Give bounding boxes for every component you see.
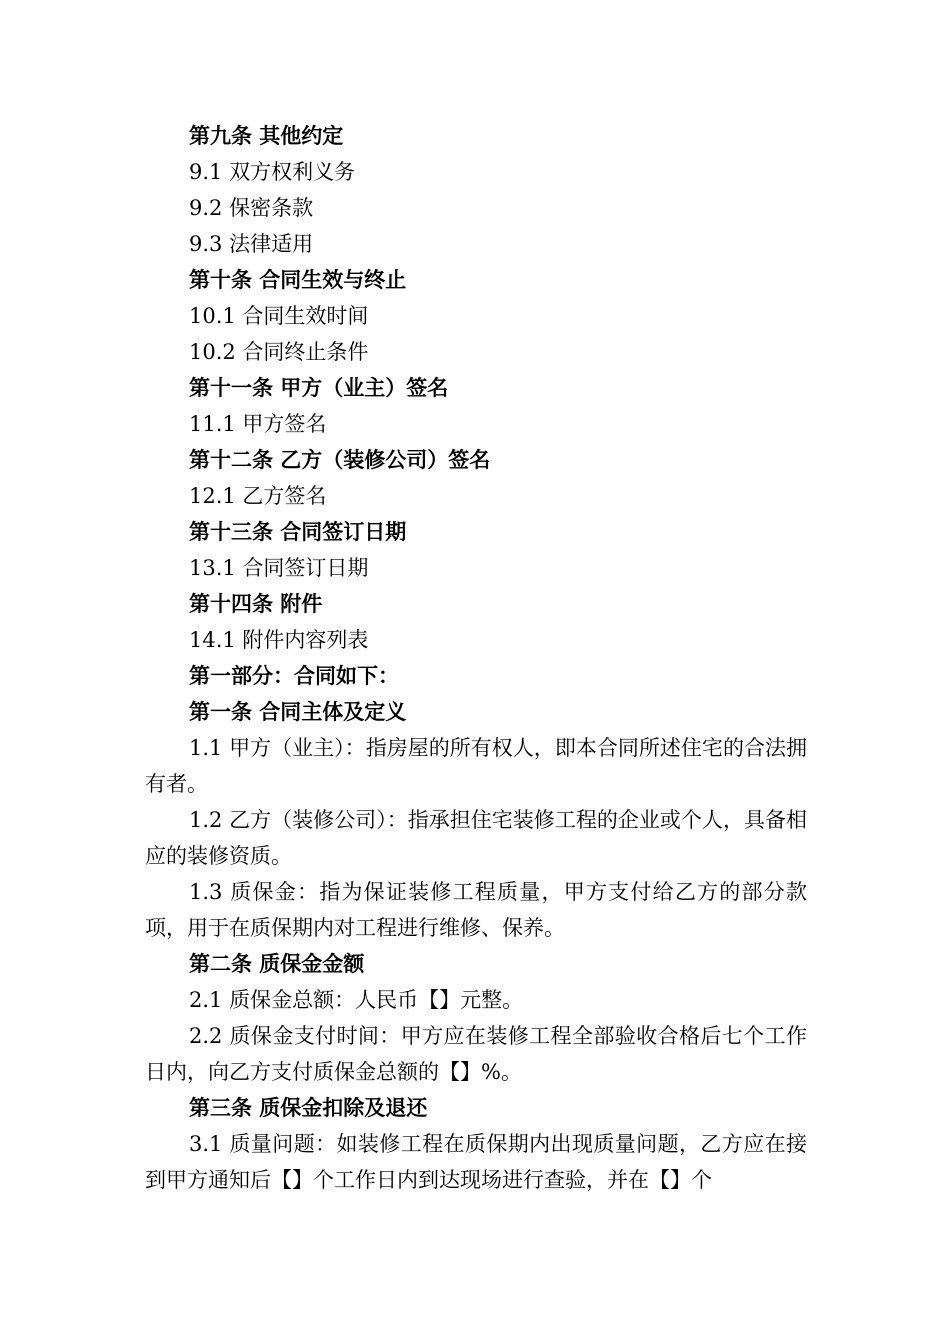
- section-heading: 第十一条 甲方（业主）签名: [189, 376, 449, 400]
- section-heading: 第一条 合同主体及定义: [189, 700, 407, 724]
- clause-item: 11.1 甲方签名: [189, 412, 327, 436]
- section-heading: 第九条 其他约定: [189, 124, 344, 148]
- section-heading: 第十四条 附件: [189, 592, 323, 616]
- section-heading: 第十条 合同生效与终止: [189, 268, 407, 292]
- document-body: [145, 118, 807, 1198]
- clause-item: 14.1 附件内容列表: [189, 628, 369, 652]
- section-heading: 第三条 质保金扣除及退还: [189, 1096, 428, 1120]
- clause-item: 10.1 合同生效时间: [189, 304, 369, 328]
- clause-item: 9.2 保密条款: [189, 196, 314, 220]
- section-heading: 第十二条 乙方（装修公司）签名: [189, 448, 491, 472]
- clause-item: 12.1 乙方签名: [189, 484, 327, 508]
- section-heading: 第十三条 合同签订日期: [189, 520, 407, 544]
- clause-item: 13.1 合同签订日期: [189, 556, 369, 580]
- part-heading: 第一部分：合同如下：: [189, 664, 399, 688]
- clause-item: 10.2 合同终止条件: [189, 340, 369, 364]
- clause-item: 9.3 法律适用: [189, 232, 314, 256]
- clause-paragraph: 1.1 甲方（业主）：指房屋的所有权人，即本合同所述住宅的合法拥有者。: [145, 736, 807, 796]
- clause-paragraph: 2.1 质保金总额：人民币【】元整。: [189, 988, 524, 1012]
- clause-paragraph: 3.1 质量问题：如装修工程在质保期内出现质量问题，乙方应在接到甲方通知后【】个工作日内到达现场进行查验，并在【】个: [145, 1132, 807, 1192]
- clause-paragraph: 1.3 质保金：指为保证装修工程质量，甲方支付给乙方的部分款项，用于在质保期内对工程进行维修、保养。: [145, 880, 807, 940]
- clause-item: 9.1 双方权利义务: [189, 160, 356, 184]
- clause-paragraph: 1.2 乙方（装修公司）：指承担住宅装修工程的企业或个人，具备相应的装修资质。: [145, 808, 807, 868]
- clause-paragraph: 2.2 质保金支付时间：甲方应在装修工程全部验收合格后七个工作日内，向乙方支付质保金总额的【】%。: [145, 1024, 807, 1084]
- section-heading: 第二条 质保金金额: [189, 952, 365, 976]
